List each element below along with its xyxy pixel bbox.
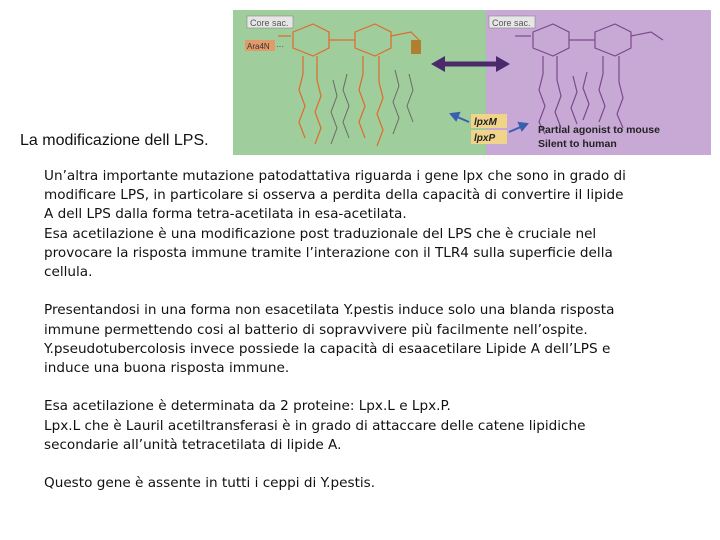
text-line: immune permettendo cosi al batterio di sopravvivere più facilmente nell’ospite. [44,321,588,338]
text-line: modificare LPS, in particolare si osserva a perdita della capacità di convertire il lipide [44,187,624,204]
text-line: Y.pseudotubercolosis invece possiede la capacità di esaacetilare Lipide A dell’LPS e [44,340,611,357]
text-line: Presentandosi in una forma non esacetilata Y.pestis induce solo una blanda risposta [44,302,615,319]
caption-line-1: Partial agonist to mouse [538,124,660,136]
gene-2-label: lpxP [474,133,496,144]
text-line: secondarie all’unità tetracetilata di lipide A. [44,436,342,453]
left-phosphate-marker [411,40,421,54]
caption-line-2: Silent to human [538,138,617,150]
lipid-a-diagram [233,10,711,155]
right-core-label: Core sac. [492,18,531,28]
ara-dots: ··· [276,42,284,51]
body-text [44,167,684,513]
paragraph [44,474,684,493]
paragraph [44,397,684,455]
text-line: Questo gene è assente in tutti i ceppi di Y.pestis. [44,475,376,492]
paragraph [44,301,684,378]
text-line: cellula. [44,264,93,281]
text-line: A dell LPS dalla forma tetra-acetilata in esa-acetilata. [44,206,407,223]
left-panel [233,10,486,155]
left-core-label: Core sac. [250,18,289,28]
paragraph [44,167,684,282]
text-line: Un’altra importante mutazione patodattativa riguarda i gene lpx che sono in grado di [44,168,626,184]
lipid-a-figure [233,10,711,155]
text-line: provocare la risposta immune tramite l’interazione con il TLR4 sulla superficie della [44,244,613,261]
text-line: Lpx.L che è Lauril acetiltransferasi è in grado di attaccare delle catene lipidiche [44,417,586,434]
text-line: induce una buona risposta immune. [44,360,290,377]
text-line: Esa acetilazione è una modificazione post traduzionale del LPS che è cruciale nel [44,225,597,242]
ara-label: Ara4N [247,42,270,51]
gene-1-label: lpxM [474,117,497,128]
slide-title: La modificazione dell LPS. [20,132,209,149]
text-line: Esa acetilazione è determinata da 2 proteine: Lpx.L e Lpx.P. [44,398,451,415]
